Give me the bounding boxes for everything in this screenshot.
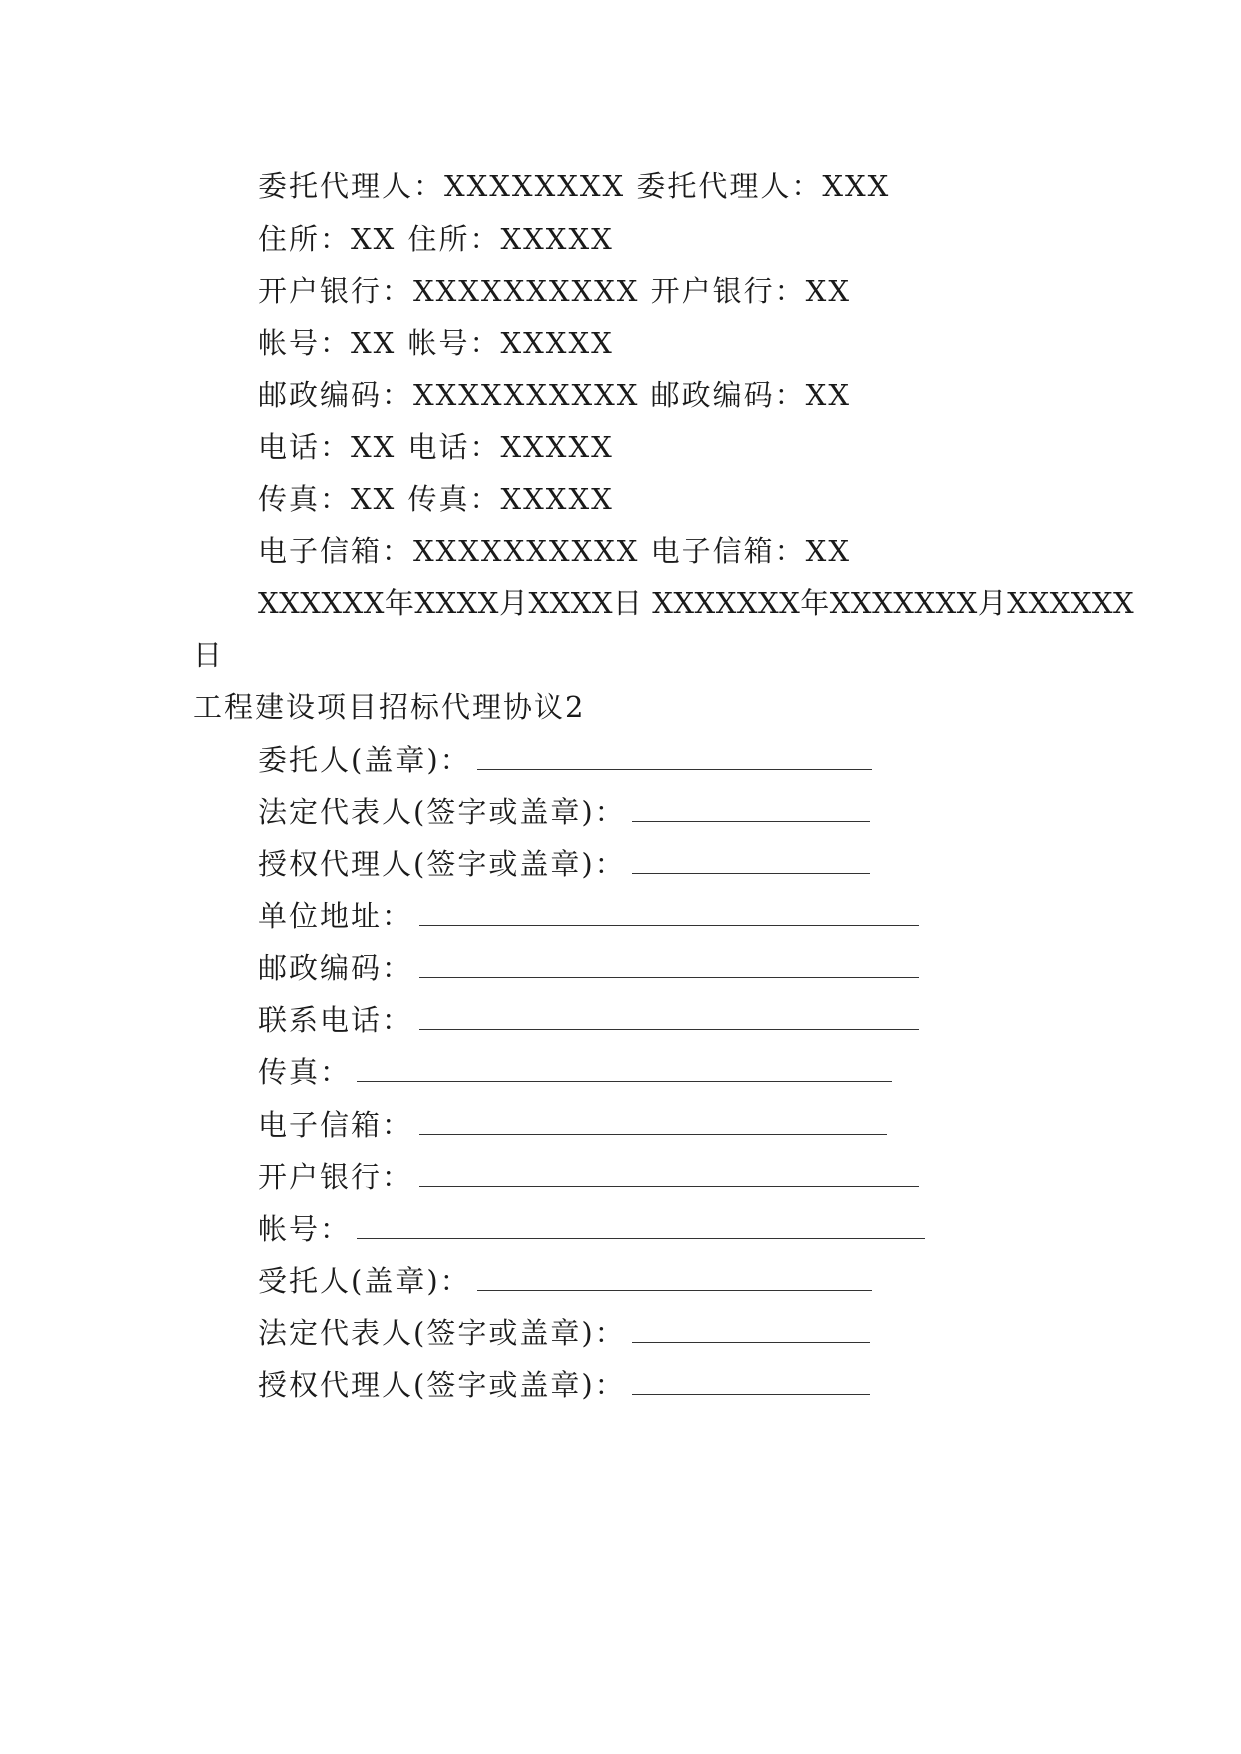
fill-blank bbox=[632, 1368, 870, 1395]
field-label-postal-code: 邮政编码： bbox=[258, 951, 414, 985]
fill-blank bbox=[632, 847, 870, 874]
form-field bbox=[258, 1105, 887, 1145]
form-field bbox=[258, 1261, 872, 1301]
field-label-authorized-agent-2: 授权代理人(签字或盖章)： bbox=[258, 1368, 626, 1402]
fill-blank bbox=[632, 795, 870, 822]
fill-blank bbox=[419, 1108, 887, 1135]
form-field bbox=[258, 1052, 892, 1092]
postal-code-line: 邮政编码：XXXXXXXXXX 邮政编码：XX bbox=[258, 378, 851, 412]
field-label-trustee-seal: 受托人(盖章)： bbox=[258, 1264, 471, 1298]
fill-blank bbox=[419, 1003, 919, 1030]
fill-blank bbox=[419, 1160, 919, 1187]
agreement-title: 工程建设项目招标代理协议2 bbox=[193, 690, 586, 724]
form-field bbox=[258, 1000, 919, 1040]
fill-blank bbox=[357, 1212, 925, 1239]
field-label-email: 电子信箱： bbox=[258, 1108, 414, 1142]
field-label-bank: 开户银行： bbox=[258, 1160, 414, 1194]
phone-line: 电话：XX 电话：XXXXX bbox=[258, 430, 614, 464]
fill-blank bbox=[357, 1055, 892, 1082]
field-label-legal-rep-2: 法定代表人(签字或盖章)： bbox=[258, 1316, 626, 1350]
form-field bbox=[258, 948, 919, 988]
field-label-fax: 传真： bbox=[258, 1055, 352, 1089]
form-field bbox=[258, 1313, 870, 1353]
address-line: 住所：XX 住所：XXXXX bbox=[258, 222, 614, 256]
fill-blank bbox=[632, 1316, 870, 1343]
form-field bbox=[258, 792, 870, 832]
field-label-principal-seal: 委托人(盖章)： bbox=[258, 743, 471, 777]
fill-blank bbox=[419, 951, 919, 978]
fill-blank bbox=[419, 899, 919, 926]
agent-line: 委托代理人：XXXXXXXX 委托代理人：XXX bbox=[258, 169, 891, 203]
field-label-account: 帐号： bbox=[258, 1212, 352, 1246]
date-line: XXXXXX年XXXX月XXXX日 XXXXXXX年XXXXXXX月XXXXXX bbox=[258, 586, 1135, 620]
account-line: 帐号：XX 帐号：XXXXX bbox=[258, 326, 614, 360]
fax-line: 传真：XX 传真：XXXXX bbox=[258, 482, 614, 516]
field-label-authorized-agent: 授权代理人(签字或盖章)： bbox=[258, 847, 626, 881]
fill-blank bbox=[477, 1264, 872, 1291]
field-label-unit-address: 单位地址： bbox=[258, 899, 414, 933]
bank-line: 开户银行：XXXXXXXXXX 开户银行：XX bbox=[258, 274, 851, 308]
form-field bbox=[258, 896, 919, 936]
form-field bbox=[258, 1365, 870, 1405]
field-label-legal-rep: 法定代表人(签字或盖章)： bbox=[258, 795, 626, 829]
email-line: 电子信箱：XXXXXXXXXX 电子信箱：XX bbox=[258, 534, 851, 568]
form-field bbox=[258, 844, 870, 884]
field-label-contact-phone: 联系电话： bbox=[258, 1003, 414, 1037]
form-field bbox=[258, 1209, 925, 1249]
fill-blank bbox=[477, 743, 872, 770]
date-line-wrap: 日 bbox=[193, 638, 225, 672]
form-field bbox=[258, 1157, 919, 1197]
form-field bbox=[258, 740, 872, 780]
